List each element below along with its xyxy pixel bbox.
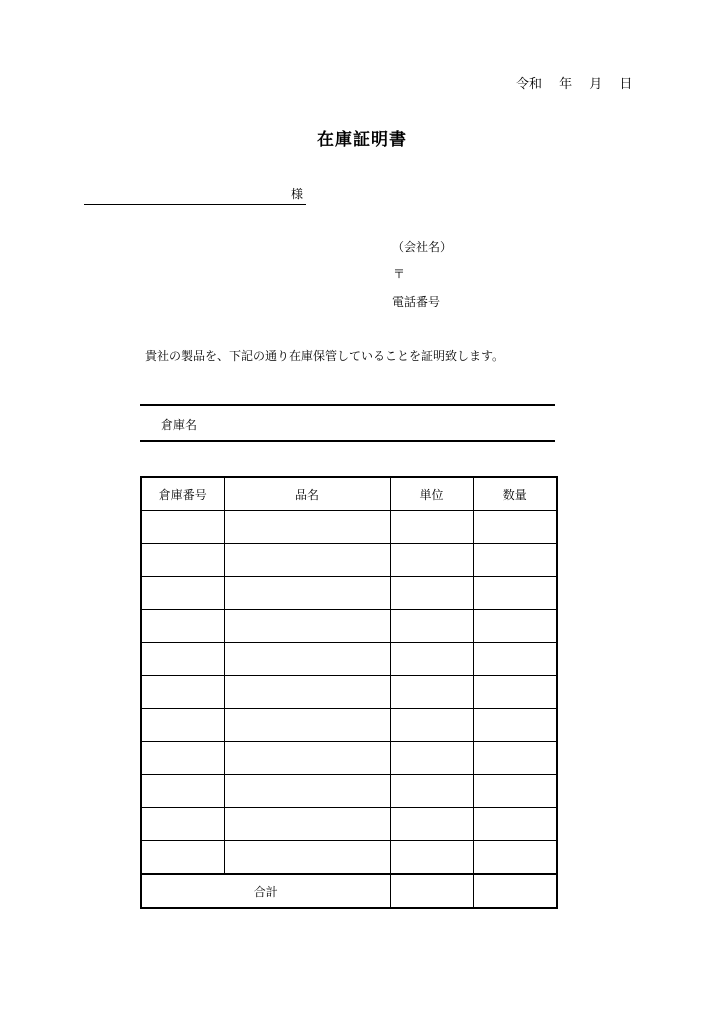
document-title: 在庫証明書 xyxy=(317,130,407,150)
quantity-cell xyxy=(473,841,557,875)
issuer-phone-label: 電話番号 xyxy=(392,295,441,309)
table-row xyxy=(141,577,557,610)
item-name-cell xyxy=(224,511,390,544)
table-row xyxy=(141,775,557,808)
table-row xyxy=(141,643,557,676)
inventory-table xyxy=(140,476,558,909)
quantity-cell xyxy=(473,511,557,544)
table-row xyxy=(141,808,557,841)
warehouse-name-field xyxy=(140,404,555,442)
table-row xyxy=(141,610,557,643)
total-row xyxy=(141,874,557,908)
quantity-cell xyxy=(473,775,557,808)
warehouse-no-cell xyxy=(141,544,224,577)
quantity-cell xyxy=(473,544,557,577)
table-row xyxy=(141,742,557,775)
warehouse-name-label: 倉庫名 xyxy=(161,418,198,432)
col-header-item-name: 品名 xyxy=(224,477,390,511)
issuer-postal-mark: 〒 xyxy=(393,267,406,281)
item-name-cell xyxy=(224,676,390,709)
table-row xyxy=(141,511,557,544)
quantity-cell xyxy=(473,742,557,775)
item-name-cell xyxy=(224,841,390,875)
unit-cell xyxy=(390,511,473,544)
quantity-cell xyxy=(473,643,557,676)
recipient-honorific: 様 xyxy=(291,187,304,201)
unit-cell xyxy=(390,643,473,676)
certification-statement: 貴社の製品を、下記の通り在庫保管していることを証明致します。 xyxy=(145,349,505,363)
warehouse-no-cell xyxy=(141,577,224,610)
item-name-cell xyxy=(224,709,390,742)
warehouse-no-cell xyxy=(141,775,224,808)
total-quantity-cell xyxy=(473,874,557,908)
item-name-cell xyxy=(224,544,390,577)
unit-cell xyxy=(390,544,473,577)
unit-cell xyxy=(390,610,473,643)
quantity-cell xyxy=(473,577,557,610)
col-header-unit: 単位 xyxy=(390,477,473,511)
warehouse-no-cell xyxy=(141,511,224,544)
recipient-name-line xyxy=(84,204,306,205)
unit-cell xyxy=(390,742,473,775)
col-header-quantity: 数量 xyxy=(473,477,557,511)
table-row xyxy=(141,676,557,709)
quantity-cell xyxy=(473,610,557,643)
item-name-cell xyxy=(224,742,390,775)
col-header-warehouse-no: 倉庫番号 xyxy=(141,477,224,511)
table-row xyxy=(141,544,557,577)
quantity-cell xyxy=(473,808,557,841)
quantity-cell xyxy=(473,709,557,742)
unit-cell xyxy=(390,775,473,808)
item-name-cell xyxy=(224,610,390,643)
table-row xyxy=(141,841,557,875)
issuer-company: （会社名） xyxy=(392,240,453,254)
table-header-row xyxy=(141,477,557,511)
unit-cell xyxy=(390,676,473,709)
unit-cell xyxy=(390,709,473,742)
warehouse-no-cell xyxy=(141,610,224,643)
total-label: 合計 xyxy=(141,874,390,908)
issue-date: 令和 年 月 日 xyxy=(516,77,633,92)
warehouse-no-cell xyxy=(141,709,224,742)
unit-cell xyxy=(390,577,473,610)
warehouse-no-cell xyxy=(141,643,224,676)
warehouse-no-cell xyxy=(141,841,224,875)
warehouse-no-cell xyxy=(141,808,224,841)
item-name-cell xyxy=(224,577,390,610)
item-name-cell xyxy=(224,808,390,841)
total-unit-cell xyxy=(390,874,473,908)
warehouse-no-cell xyxy=(141,742,224,775)
table-row xyxy=(141,709,557,742)
unit-cell xyxy=(390,841,473,875)
warehouse-no-cell xyxy=(141,676,224,709)
unit-cell xyxy=(390,808,473,841)
item-name-cell xyxy=(224,775,390,808)
item-name-cell xyxy=(224,643,390,676)
quantity-cell xyxy=(473,676,557,709)
